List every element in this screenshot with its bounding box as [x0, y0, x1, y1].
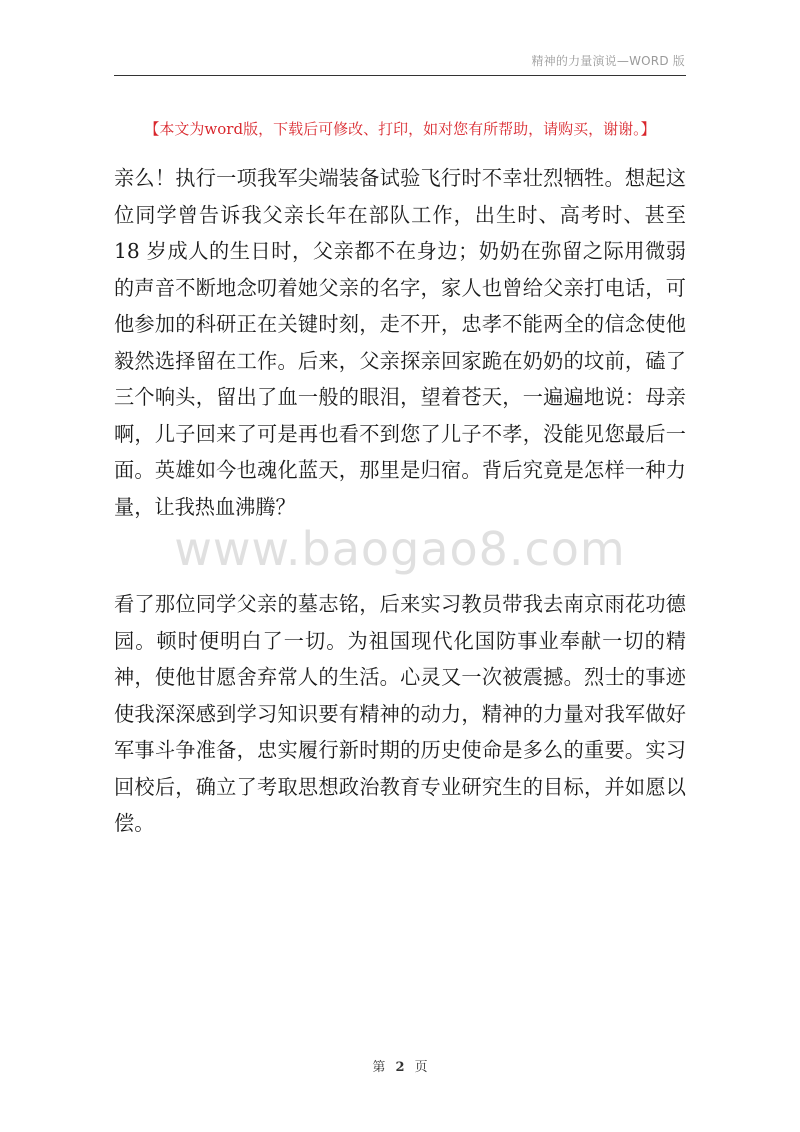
page-footer: [0, 1056, 800, 1075]
page-number: 2: [395, 1060, 405, 1075]
watermark: www.baogao8.com: [174, 522, 626, 576]
page-prefix: 第: [372, 1060, 386, 1075]
page-suffix: 页: [414, 1060, 428, 1075]
header-divider: [114, 75, 686, 76]
paragraph-2: 看了那位同学父亲的墓志铭，后来实习教员带我去南京雨花功德园。顿时便明白了一切。为祖国现代化国防事业奉献一切的精神，使他甘愿舍弃常人的生活。心灵又一次被震撼。烈士的事迹使我深深感到学习知识要有精神的动力，精神的力量对我军做好军事斗争准备，忠实履行新时期的历史使命是多么的重要。实习回校后，确立了考取思想政治教育专业研究生的目标，并如愿以偿。: [114, 592, 686, 835]
running-header: 精神的力量演说—WORD 版: [531, 54, 685, 68]
download-notice: 【本文为word版，下载后可修改、打印，如对您有所帮助，请购买，谢谢。】: [144, 120, 656, 138]
paragraph-1: 亲么！执行一项我军尖端装备试验飞行时不幸壮烈牺牲。想起这位同学曾告诉我父亲长年在部队工作，出生时、高考时、甚至 18 岁成人的生日时，父亲都不在身边；奶奶在弥留之际用微弱的声音不断地念叨着她父亲的名字，家人也曾给父亲打电话，可他参加的科研正在关键时刻，走不开，忠孝不能两全的信念使他毅然选择留在工作。后来，父亲探亲回家跪在奶奶的坟前，磕了三个响头，留出了血一般的眼泪，望着苍天，一遍遍地说：母亲啊，儿子回来了可是再也看不到您了儿子不孝，没能见您最后一面。英雄如今也魂化蓝天，那里是归宿。背后究竟是怎样一种力量，让我热血沸腾？: [114, 166, 686, 519]
